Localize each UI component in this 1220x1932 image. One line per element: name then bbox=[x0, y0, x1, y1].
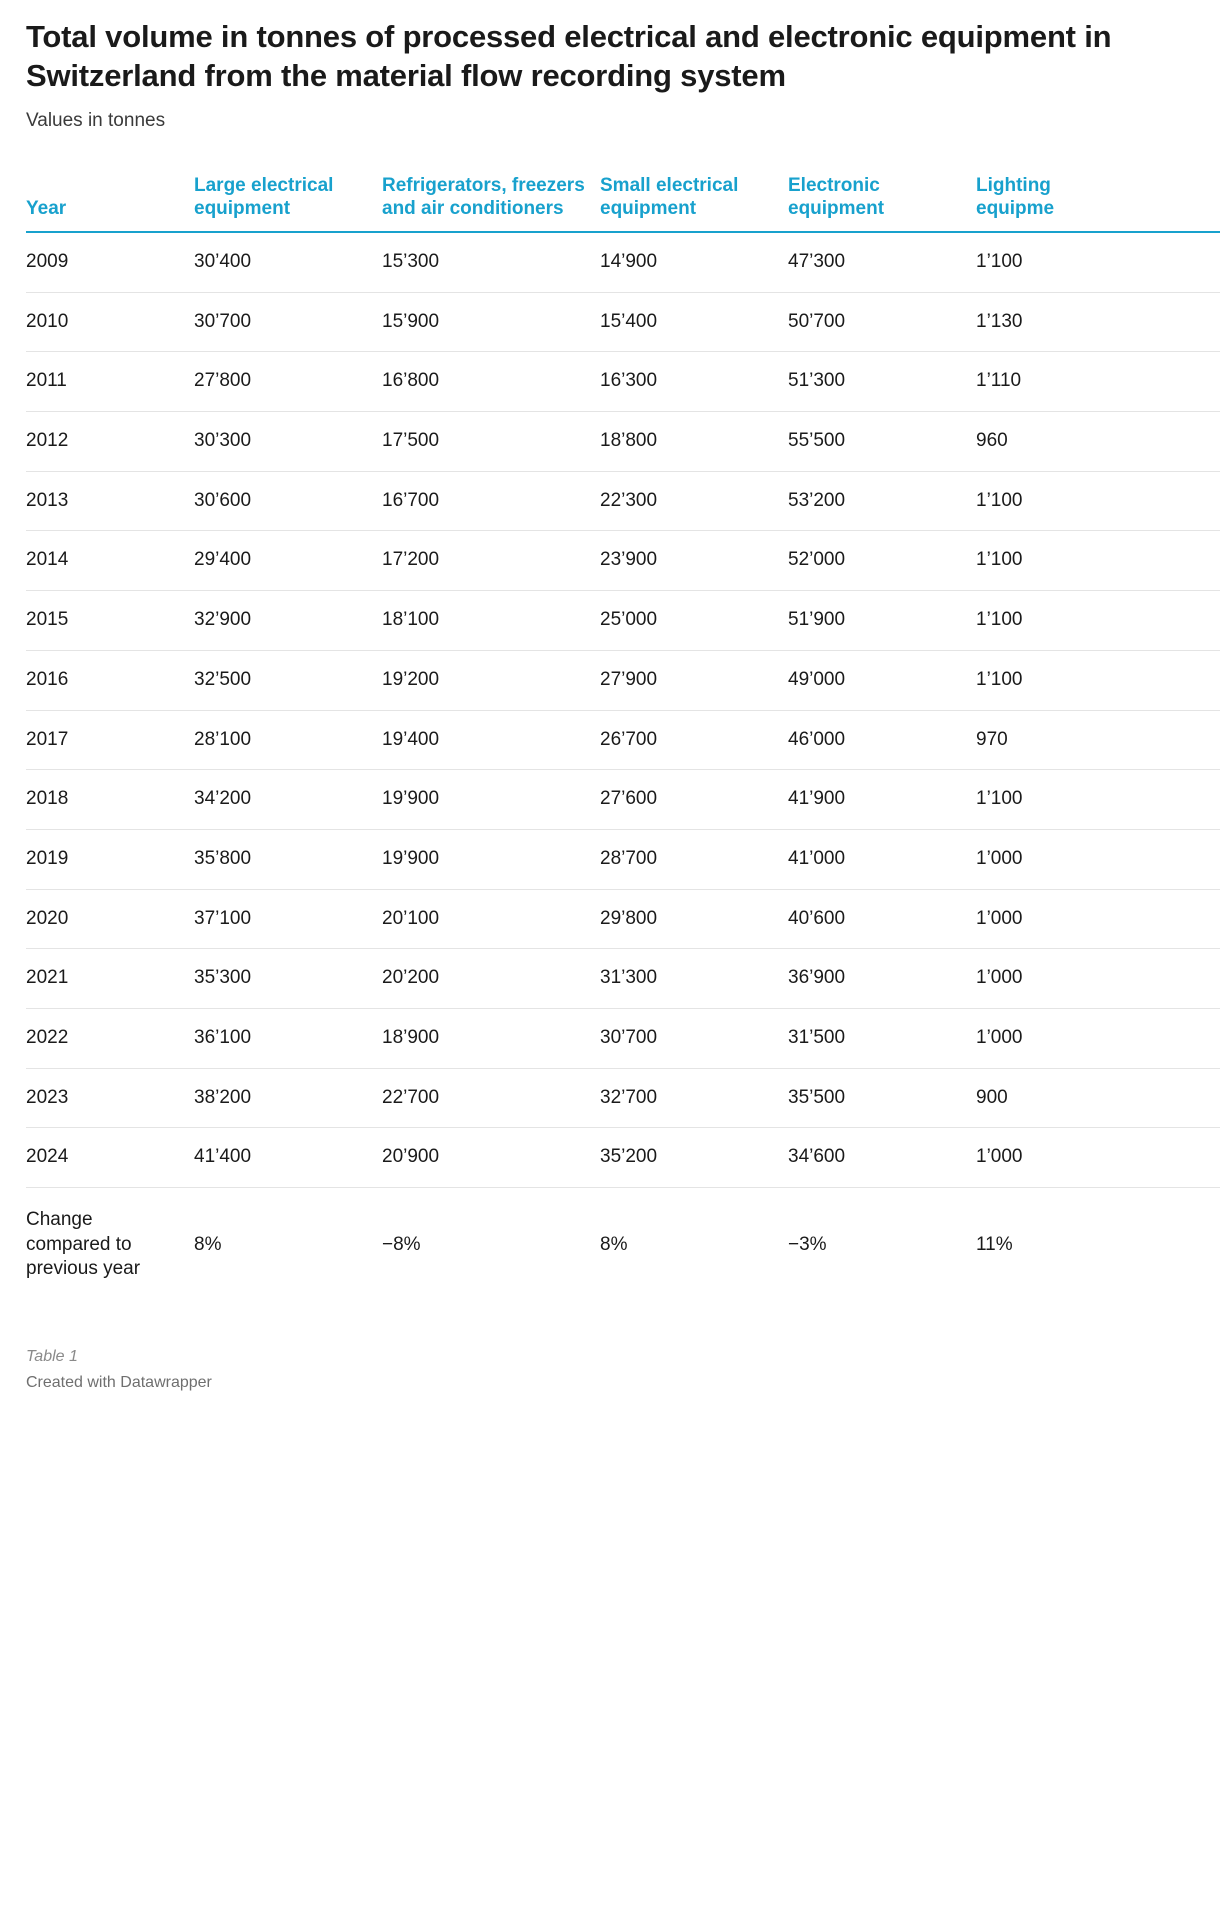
cell-extra bbox=[1146, 292, 1220, 352]
cell-small-electrical-equipment: 23’900 bbox=[600, 531, 788, 591]
cell-year: 2019 bbox=[26, 829, 194, 889]
cell-small-electrical-equipment: 28’700 bbox=[600, 829, 788, 889]
cell-refrigerators: 16’700 bbox=[382, 471, 600, 531]
cell-refrigerators: 20’900 bbox=[382, 1128, 600, 1188]
cell-refrigerators: 17’500 bbox=[382, 412, 600, 472]
cell-electronic-equipment: 52’000 bbox=[788, 531, 976, 591]
cell-electronic-equipment: 41’900 bbox=[788, 770, 976, 830]
cell-change-lighting-equipment: 11% bbox=[976, 1188, 1146, 1303]
cell-electronic-equipment: 31’500 bbox=[788, 1008, 976, 1068]
cell-refrigerators: 22’700 bbox=[382, 1068, 600, 1128]
cell-year: 2018 bbox=[26, 770, 194, 830]
table-row bbox=[26, 412, 1220, 472]
cell-large-electrical-equipment: 35’300 bbox=[194, 949, 382, 1009]
cell-extra bbox=[1146, 770, 1220, 830]
cell-extra bbox=[1146, 232, 1220, 292]
cell-electronic-equipment: 50’700 bbox=[788, 292, 976, 352]
table-row bbox=[26, 770, 1220, 830]
cell-change-extra bbox=[1146, 1188, 1220, 1303]
cell-refrigerators: 15’300 bbox=[382, 232, 600, 292]
cell-lighting-equipment: 1’100 bbox=[976, 471, 1146, 531]
cell-large-electrical-equipment: 37’100 bbox=[194, 889, 382, 949]
cell-refrigerators: 19’900 bbox=[382, 770, 600, 830]
column-header-refrigerators-freezers-air-conditioners[interactable]: Refrigerators, freezers and air conditioners bbox=[382, 174, 600, 233]
column-header-large-electrical-equipment[interactable]: Large electrical equipment bbox=[194, 174, 382, 233]
cell-electronic-equipment: 53’200 bbox=[788, 471, 976, 531]
cell-large-electrical-equipment: 30’400 bbox=[194, 232, 382, 292]
cell-year: 2011 bbox=[26, 352, 194, 412]
table-row bbox=[26, 591, 1220, 651]
cell-lighting-equipment: 900 bbox=[976, 1068, 1146, 1128]
cell-year: 2024 bbox=[26, 1128, 194, 1188]
page-subtitle: Values in tonnes bbox=[26, 109, 166, 131]
cell-lighting-equipment: 1’000 bbox=[976, 1128, 1146, 1188]
cell-large-electrical-equipment: 30’600 bbox=[194, 471, 382, 531]
column-header-year[interactable]: Year bbox=[26, 174, 194, 233]
table-row bbox=[26, 829, 1220, 889]
cell-small-electrical-equipment: 31’300 bbox=[600, 949, 788, 1009]
cell-refrigerators: 18’900 bbox=[382, 1008, 600, 1068]
cell-year: 2023 bbox=[26, 1068, 194, 1128]
cell-refrigerators: 19’200 bbox=[382, 650, 600, 710]
column-header-small-electrical-equipment[interactable]: Small electrical equipment bbox=[600, 174, 788, 233]
cell-extra bbox=[1146, 1068, 1220, 1128]
cell-lighting-equipment: 1’000 bbox=[976, 829, 1146, 889]
cell-large-electrical-equipment: 35’800 bbox=[194, 829, 382, 889]
cell-large-electrical-equipment: 28’100 bbox=[194, 710, 382, 770]
cell-year: 2016 bbox=[26, 650, 194, 710]
cell-extra bbox=[1146, 471, 1220, 531]
cell-extra bbox=[1146, 889, 1220, 949]
cell-extra bbox=[1146, 1128, 1220, 1188]
cell-large-electrical-equipment: 30’700 bbox=[194, 292, 382, 352]
cell-small-electrical-equipment: 32’700 bbox=[600, 1068, 788, 1128]
cell-lighting-equipment: 960 bbox=[976, 412, 1146, 472]
cell-extra bbox=[1146, 650, 1220, 710]
cell-lighting-equipment: 1’110 bbox=[976, 352, 1146, 412]
cell-large-electrical-equipment: 41’400 bbox=[194, 1128, 382, 1188]
cell-electronic-equipment: 35’500 bbox=[788, 1068, 976, 1128]
cell-year: 2012 bbox=[26, 412, 194, 472]
cell-refrigerators: 19’400 bbox=[382, 710, 600, 770]
cell-large-electrical-equipment: 27’800 bbox=[194, 352, 382, 412]
cell-small-electrical-equipment: 14’900 bbox=[600, 232, 788, 292]
table-row bbox=[26, 352, 1220, 412]
cell-refrigerators: 15’900 bbox=[382, 292, 600, 352]
cell-lighting-equipment: 1’000 bbox=[976, 1008, 1146, 1068]
cell-extra bbox=[1146, 1008, 1220, 1068]
table-row bbox=[26, 889, 1220, 949]
cell-extra bbox=[1146, 949, 1220, 1009]
cell-electronic-equipment: 46’000 bbox=[788, 710, 976, 770]
cell-large-electrical-equipment: 32’500 bbox=[194, 650, 382, 710]
table-row bbox=[26, 471, 1220, 531]
cell-large-electrical-equipment: 30’300 bbox=[194, 412, 382, 472]
table-header-row bbox=[26, 174, 1220, 233]
column-header-lighting-equipment[interactable]: Lighting equipme bbox=[976, 174, 1146, 233]
cell-change-refrigerators: −8% bbox=[382, 1188, 600, 1303]
cell-extra bbox=[1146, 710, 1220, 770]
page-title: Total volume in tonnes of processed electrical and electronic equipment in Switzerland from the material flow recording system bbox=[26, 19, 1112, 93]
cell-lighting-equipment: 1’100 bbox=[976, 531, 1146, 591]
cell-extra bbox=[1146, 829, 1220, 889]
table-row bbox=[26, 1008, 1220, 1068]
table-row bbox=[26, 710, 1220, 770]
cell-small-electrical-equipment: 22’300 bbox=[600, 471, 788, 531]
cell-small-electrical-equipment: 15’400 bbox=[600, 292, 788, 352]
cell-extra bbox=[1146, 412, 1220, 472]
cell-electronic-equipment: 55’500 bbox=[788, 412, 976, 472]
cell-lighting-equipment: 1’000 bbox=[976, 949, 1146, 1009]
cell-year: 2009 bbox=[26, 232, 194, 292]
cell-small-electrical-equipment: 26’700 bbox=[600, 710, 788, 770]
table-summary-row bbox=[26, 1188, 1220, 1303]
cell-electronic-equipment: 36’900 bbox=[788, 949, 976, 1009]
cell-change-electronic-equipment: −3% bbox=[788, 1188, 976, 1303]
cell-electronic-equipment: 40’600 bbox=[788, 889, 976, 949]
cell-lighting-equipment: 1’100 bbox=[976, 650, 1146, 710]
cell-lighting-equipment: 1’100 bbox=[976, 770, 1146, 830]
cell-large-electrical-equipment: 36’100 bbox=[194, 1008, 382, 1068]
column-header-electronic-equipment[interactable]: Electronic equipment bbox=[788, 174, 976, 233]
table-row bbox=[26, 531, 1220, 591]
cell-electronic-equipment: 47’300 bbox=[788, 232, 976, 292]
cell-refrigerators: 18’100 bbox=[382, 591, 600, 651]
cell-small-electrical-equipment: 29’800 bbox=[600, 889, 788, 949]
cell-small-electrical-equipment: 35’200 bbox=[600, 1128, 788, 1188]
cell-large-electrical-equipment: 32’900 bbox=[194, 591, 382, 651]
table-footer bbox=[26, 1342, 1194, 1392]
table-row bbox=[26, 292, 1220, 352]
cell-electronic-equipment: 51’900 bbox=[788, 591, 976, 651]
cell-year: 2015 bbox=[26, 591, 194, 651]
cell-refrigerators: 20’200 bbox=[382, 949, 600, 1009]
cell-year: 2014 bbox=[26, 531, 194, 591]
cell-lighting-equipment: 1’100 bbox=[976, 232, 1146, 292]
cell-large-electrical-equipment: 29’400 bbox=[194, 531, 382, 591]
cell-lighting-equipment: 1’130 bbox=[976, 292, 1146, 352]
cell-change-small-electrical-equipment: 8% bbox=[600, 1188, 788, 1303]
cell-small-electrical-equipment: 27’600 bbox=[600, 770, 788, 830]
cell-change-label: Change compared to previous year bbox=[26, 1188, 194, 1303]
cell-year: 2010 bbox=[26, 292, 194, 352]
cell-refrigerators: 20’100 bbox=[382, 889, 600, 949]
cell-electronic-equipment: 51’300 bbox=[788, 352, 976, 412]
data-table bbox=[26, 174, 1220, 1303]
table-caption: Table 1 bbox=[26, 1348, 78, 1366]
cell-extra bbox=[1146, 531, 1220, 591]
cell-lighting-equipment: 970 bbox=[976, 710, 1146, 770]
cell-lighting-equipment: 1’000 bbox=[976, 889, 1146, 949]
cell-small-electrical-equipment: 18’800 bbox=[600, 412, 788, 472]
cell-small-electrical-equipment: 25’000 bbox=[600, 591, 788, 651]
cell-change-large-electrical-equipment: 8% bbox=[194, 1188, 382, 1303]
cell-small-electrical-equipment: 27’900 bbox=[600, 650, 788, 710]
cell-refrigerators: 17’200 bbox=[382, 531, 600, 591]
cell-large-electrical-equipment: 34’200 bbox=[194, 770, 382, 830]
table-row bbox=[26, 949, 1220, 1009]
cell-electronic-equipment: 41’000 bbox=[788, 829, 976, 889]
cell-extra bbox=[1146, 591, 1220, 651]
cell-year: 2021 bbox=[26, 949, 194, 1009]
cell-year: 2017 bbox=[26, 710, 194, 770]
table-head bbox=[26, 174, 1220, 233]
cell-refrigerators: 16’800 bbox=[382, 352, 600, 412]
cell-year: 2022 bbox=[26, 1008, 194, 1068]
cell-extra bbox=[1146, 352, 1220, 412]
datawrapper-credit[interactable]: Created with Datawrapper bbox=[26, 1374, 212, 1392]
cell-electronic-equipment: 34’600 bbox=[788, 1128, 976, 1188]
table-row bbox=[26, 1068, 1220, 1128]
cell-small-electrical-equipment: 16’300 bbox=[600, 352, 788, 412]
cell-year: 2020 bbox=[26, 889, 194, 949]
table-body bbox=[26, 232, 1220, 1302]
cell-refrigerators: 19’900 bbox=[382, 829, 600, 889]
cell-lighting-equipment: 1’100 bbox=[976, 591, 1146, 651]
table-row bbox=[26, 232, 1220, 292]
cell-large-electrical-equipment: 38’200 bbox=[194, 1068, 382, 1128]
cell-year: 2013 bbox=[26, 471, 194, 531]
cell-electronic-equipment: 49’000 bbox=[788, 650, 976, 710]
table-row bbox=[26, 1128, 1220, 1188]
table-row bbox=[26, 650, 1220, 710]
column-header-extra[interactable] bbox=[1146, 174, 1220, 233]
cell-small-electrical-equipment: 30’700 bbox=[600, 1008, 788, 1068]
data-table-container bbox=[26, 174, 1220, 1303]
